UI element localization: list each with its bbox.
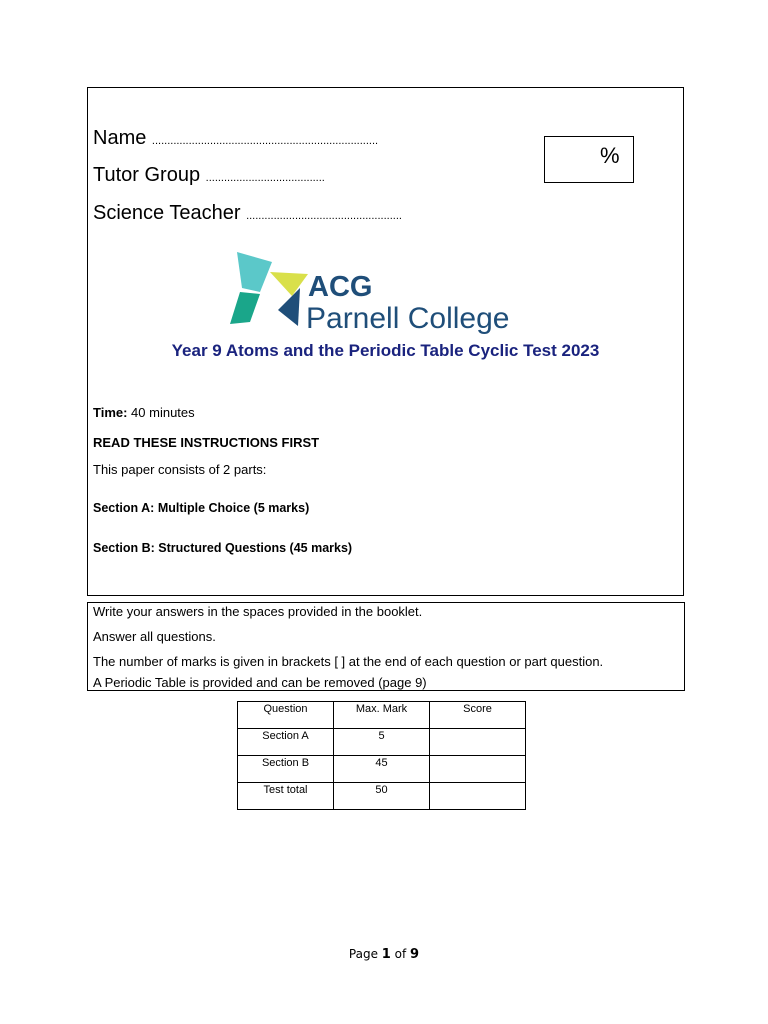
name-field <box>93 127 378 150</box>
section-b-text: Section B: Structured Questions (45 marks) <box>93 541 353 555</box>
instruction-line: The number of marks is given in brackets [ ] at the end of each question or part question. <box>93 654 604 669</box>
name-label: Name <box>93 127 147 149</box>
instruction-line: Answer all questions. <box>93 629 216 644</box>
time-value: 40 minutes <box>127 405 195 420</box>
science-teacher-label: Science Teacher <box>93 202 241 224</box>
of-word: of <box>390 947 411 961</box>
logo-teal-shape <box>237 252 272 292</box>
page-footer <box>0 947 768 962</box>
time-label: Time: <box>93 405 128 420</box>
row-max-mark: 45 <box>334 756 430 783</box>
table-row <box>238 783 526 810</box>
parts-text: This paper consists of 2 parts: <box>93 462 267 477</box>
score-percent-box <box>544 136 634 183</box>
page-total: 9 <box>410 947 420 962</box>
score-table <box>237 701 526 810</box>
science-teacher-dots: ................................................... <box>246 210 402 222</box>
logo-acg-text: ACG <box>308 271 373 303</box>
page-word: Page <box>348 947 382 961</box>
time-line <box>93 405 195 420</box>
table-header-row <box>238 702 526 729</box>
header-max-mark: Max. Mark <box>334 702 430 729</box>
row-score[interactable] <box>430 756 526 783</box>
acg-parnell-college-logo <box>226 248 536 334</box>
row-label: Section A <box>238 729 334 756</box>
row-max-mark: 5 <box>334 729 430 756</box>
instructions-heading: READ THESE INSTRUCTIONS FIRST <box>93 435 320 450</box>
instruction-line: Write your answers in the spaces provided in the booklet. <box>93 604 423 619</box>
percent-symbol: % <box>600 143 620 168</box>
tutor-group-dots: ....................................... <box>205 172 325 184</box>
header-question: Question <box>238 702 334 729</box>
table-row <box>238 756 526 783</box>
row-score[interactable] <box>430 729 526 756</box>
name-dots: .......................................................................... <box>151 135 379 147</box>
row-score[interactable] <box>430 783 526 810</box>
header-score: Score <box>430 702 526 729</box>
table-row <box>238 729 526 756</box>
tutor-group-field <box>93 164 325 187</box>
page-number: 1 <box>381 947 391 962</box>
test-title: Year 9 Atoms and the Periodic Table Cyclic Test 2023 <box>171 341 600 360</box>
row-max-mark: 50 <box>334 783 430 810</box>
logo-college-text: Parnell College <box>306 302 510 334</box>
science-teacher-field <box>93 202 402 225</box>
section-a-text: Section A: Multiple Choice (5 marks) <box>93 501 310 515</box>
logo-yellow-shape <box>270 272 308 296</box>
row-label: Section B <box>238 756 334 783</box>
row-label: Test total <box>238 783 334 810</box>
logo-navy-shape <box>278 288 300 326</box>
tutor-group-label: Tutor Group <box>93 164 201 186</box>
logo-green-shape <box>230 292 260 324</box>
instruction-line: A Periodic Table is provided and can be removed (page 9) <box>93 675 427 690</box>
